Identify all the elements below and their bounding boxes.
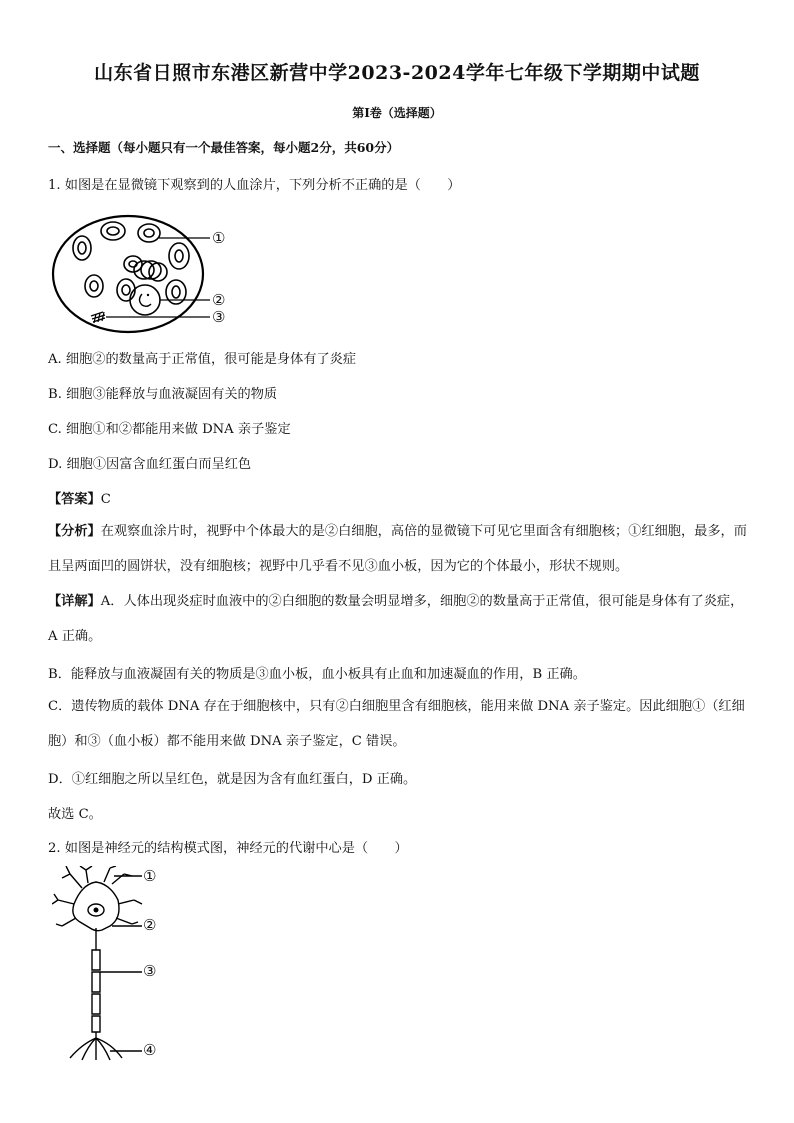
conclusion: 故选 C。 [48,807,102,822]
red-blood-cells [73,222,189,304]
answer-line [48,488,111,507]
platelets [91,312,105,323]
option-b: B. 细胞③能释放与血液凝固有关的物质 [48,387,278,402]
detail-a-paragraph [48,584,748,654]
detail-tag: 【详解】 [48,594,101,609]
analysis-paragraph [48,514,748,584]
question-1-stem: 1. 如图是在显微镜下观察到的人血涂片，下列分析不正确的是（ ） [48,178,461,193]
neuron-figure [52,866,152,1066]
option-c: C. 细胞①和②都能用来做 DNA 亲子鉴定 [48,422,291,437]
detail-a-text: A．人体出现炎症时血液中的②白细胞的数量会明显增多，细胞②的数量高于正常值，很可能是身体有了炎症，A 正确。 [48,594,744,644]
figure1-label-1: ① [212,229,226,247]
section-heading: 一、选择题（每小题只有一个最佳答案，每小题2分，共60分） [48,140,400,155]
analysis-tag: 【分析】 [48,524,101,539]
analysis-text: 在观察血涂片时，视野中个体最大的是②白细胞，高倍的显微镜下可见它里面含有细胞核；①红细胞，最多，而且呈两面凹的圆饼状，没有细胞核；视野中几乎看不见③血小板，因为它的个体最小，形状不规则。 [48,524,747,574]
option-a: A. 细胞②的数量高于正常值，很可能是身体有了炎症 [48,352,357,367]
option-d: D. 细胞①因富含血红蛋白而呈红色 [48,457,252,472]
detail-c: C．遗传物质的载体 DNA 存在于细胞核中，只有②白细胞里含有细胞核，能用来做 DNA 亲子鉴定。因此细胞①（红细胞）和③（血小板）都不能用来做 DNA 亲子鉴定，C 错误。 [48,699,745,749]
figure1-label-2: ② [212,291,226,309]
figure2-label-1: ① [143,867,157,885]
figure2-label-3: ③ [143,962,157,980]
detail-d: D．①红细胞之所以呈红色，就是因为含有血红蛋白，D 正确。 [48,772,417,787]
answer-tag: 【答案】 [48,492,101,507]
figure2-label-2: ② [143,916,157,934]
figure2-label-4: ④ [143,1041,157,1059]
detail-b: B．能释放与血液凝固有关的物质是③血小板，血小板具有止血和加速凝血的作用，B 正确。 [48,667,586,682]
white-blood-cell [130,285,160,315]
figure1-label-3: ③ [212,308,226,326]
question-2-stem: 2. 如图是神经元的结构模式图，神经元的代谢中心是（ ） [48,841,408,856]
answer-value: C [100,492,111,507]
document-title: 山东省日照市东港区新营中学2023-2024学年七年级下学期期中试题 [94,62,700,84]
part-subtitle: 第Ⅰ卷（选择题） [352,106,442,120]
